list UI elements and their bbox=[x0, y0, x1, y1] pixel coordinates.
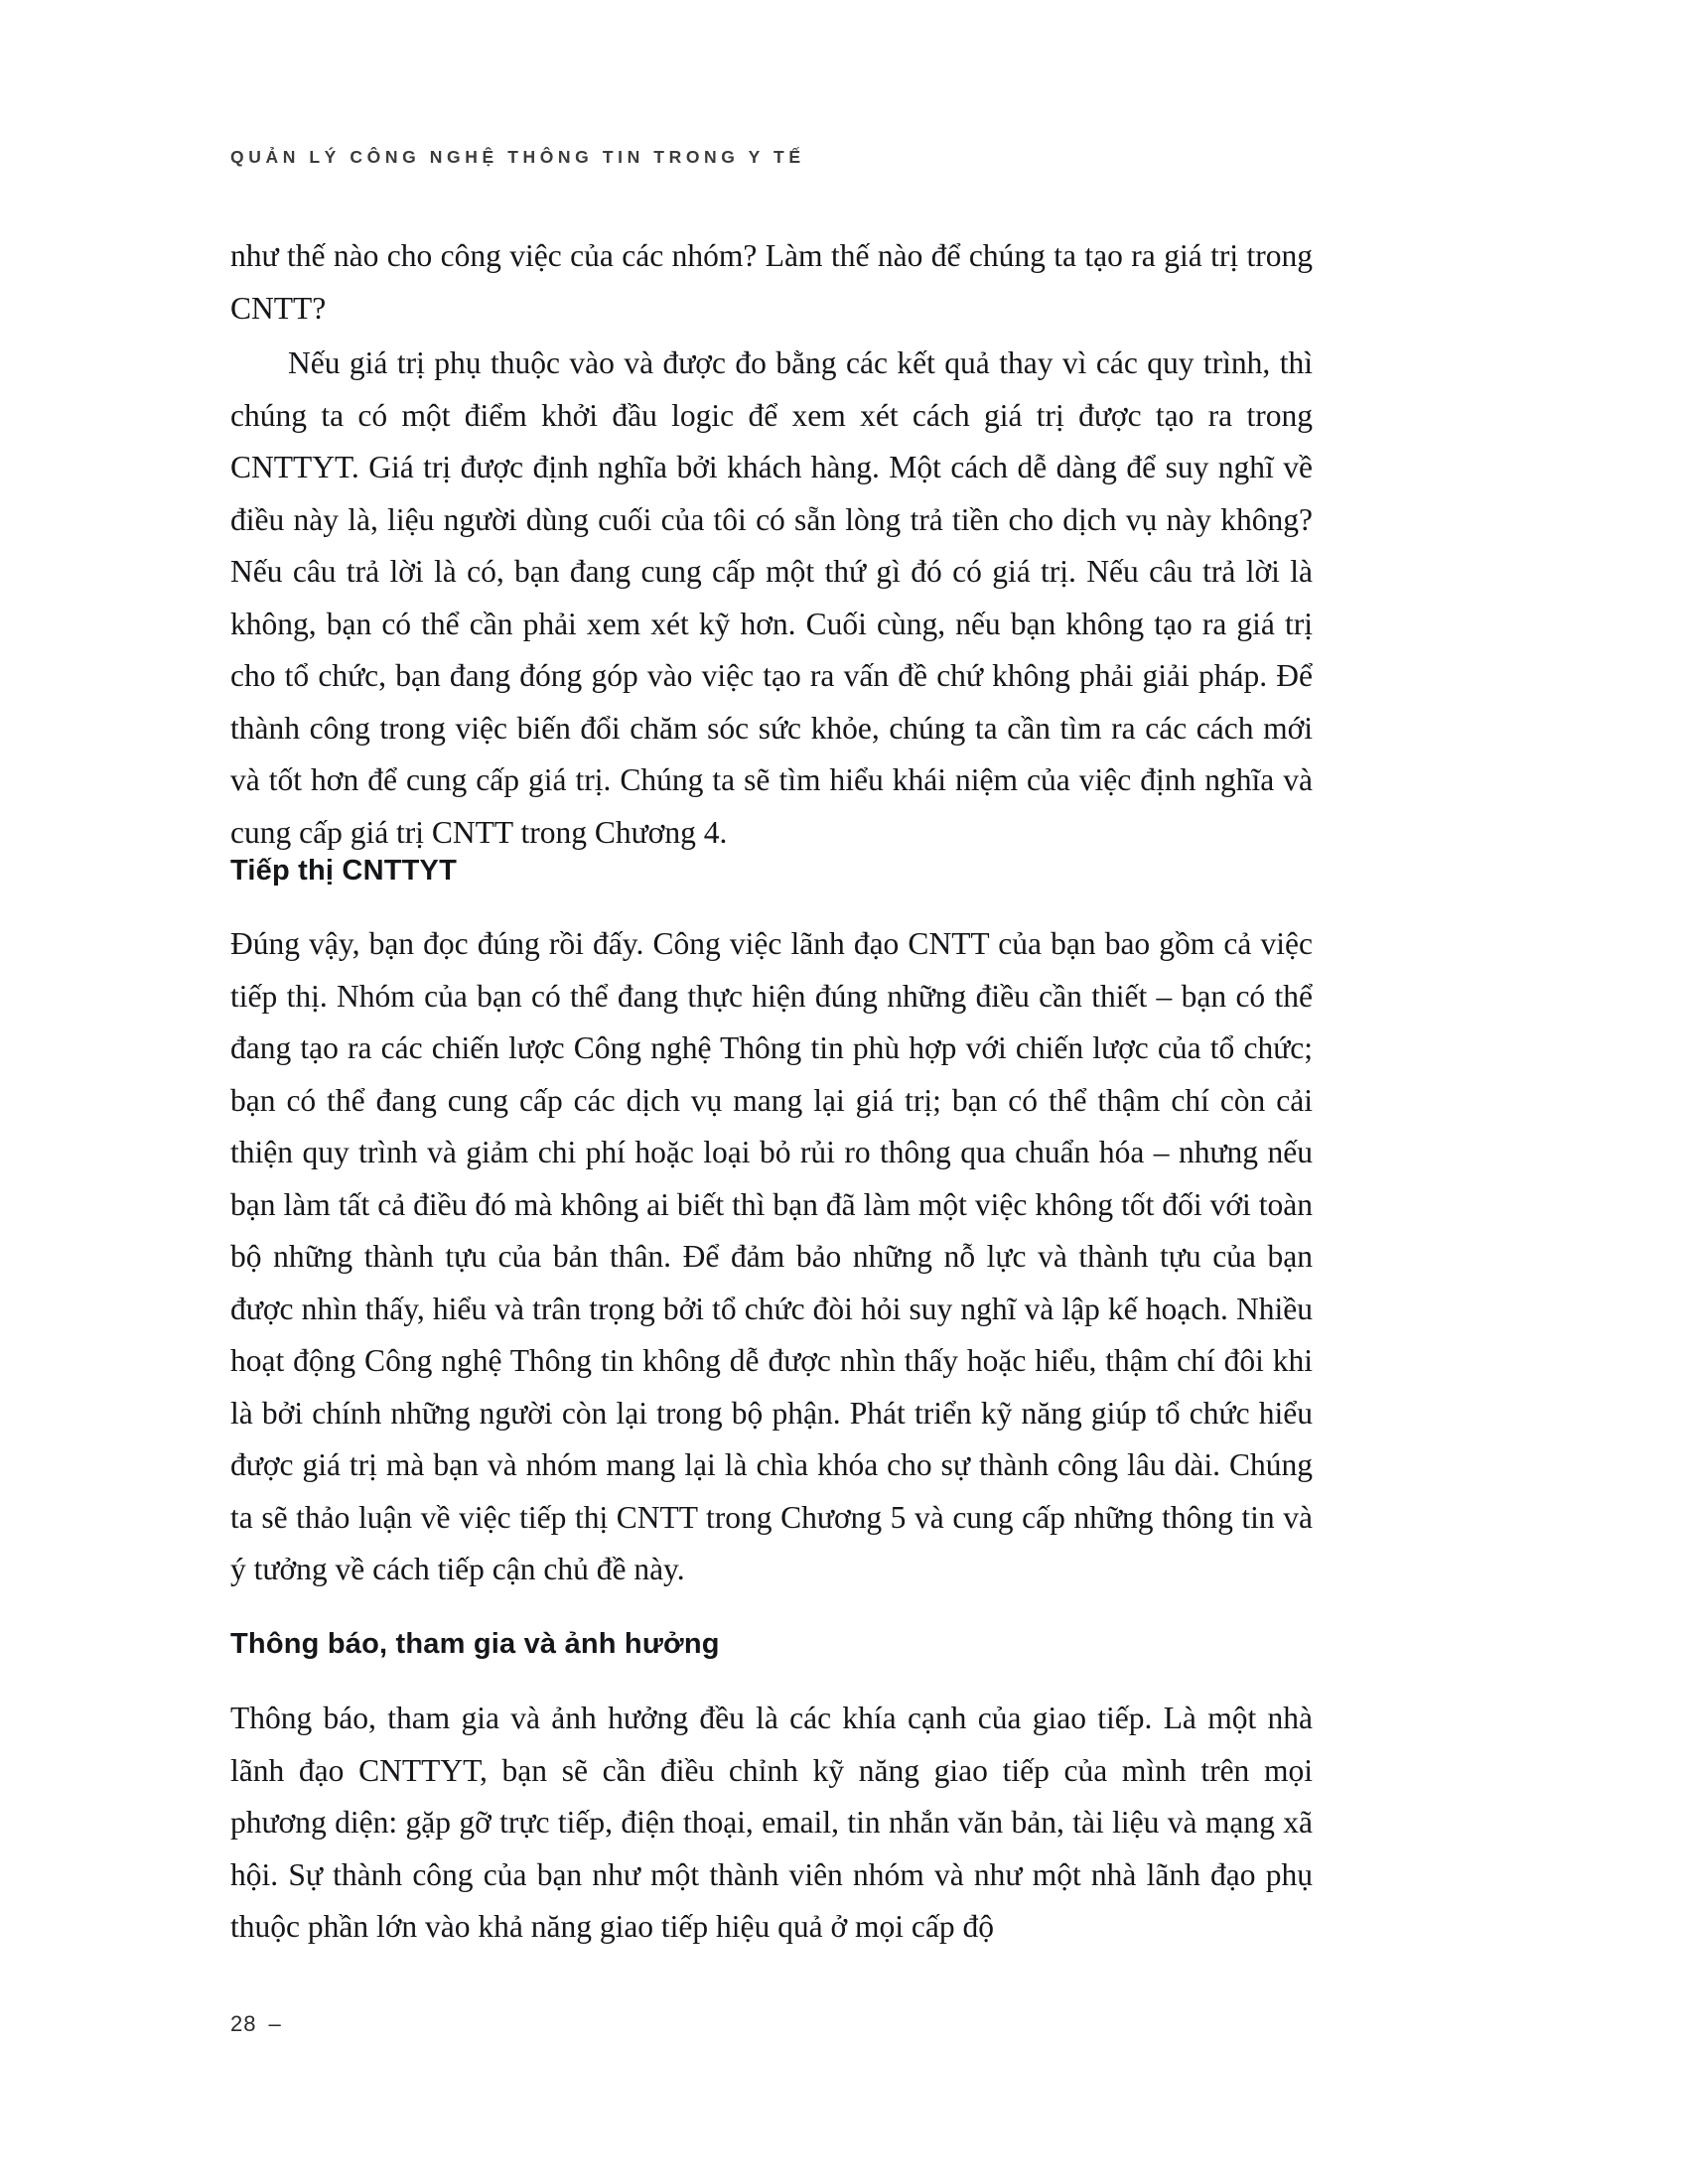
folio-dash: – bbox=[268, 2011, 282, 2036]
section-heading-marketing: Tiếp thị CNTTYT bbox=[230, 855, 458, 887]
paragraph-continuation: như thế nào cho công việc của các nhóm? Làm thế nào để chúng ta tạo ra giá trị trong CNTT? bbox=[230, 238, 1313, 326]
folio-number: 28 bbox=[230, 2011, 257, 2036]
paragraph-value-creation: Nếu giá trị phụ thuộc vào và được đo bằng các kết quả thay vì các quy trình, thì chúng ta có một điểm khởi đầu logic để xem xét cách giá trị được tạo ra trong CNTTYT. Giá trị được định nghĩa bởi khách hàng. Một cách dễ dàng để suy nghĩ về điều này là, liệu người dùng cuối của tôi có sẵn lòng trả tiền cho dịch vụ này không? Nếu câu trả lời là có, bạn đang cung cấp một thứ gì đó có giá trị. Nếu câu trả lời là không, bạn có thể cần phải xem xét kỹ hơn. Cuối cùng, nếu bạn không tạo ra giá trị cho tổ chức, bạn đang đóng góp vào việc tạo ra vấn đề chứ không phải giải pháp. Để thành công trong việc biến đổi chăm sóc sức khỏe, chúng ta cần tìm ra các cách mới và tốt hơn để cung cấp giá trị. Chúng ta sẽ tìm hiểu khái niệm của việc định nghĩa và cung cấp giá trị CNTT trong Chương 4. bbox=[230, 345, 1313, 850]
section-heading-inform-engage-influence: Thông báo, tham gia và ảnh hưởng bbox=[230, 1628, 720, 1660]
page-folio bbox=[230, 2011, 282, 2037]
paragraph-inform-engage-influence: Thông báo, tham gia và ảnh hưởng đều là các khía cạnh của giao tiếp. Là một nhà lãnh đạo CNTTYT, bạn sẽ cần điều chỉnh kỹ năng giao tiếp của mình trên mọi phương diện: gặp gỡ trực tiếp, điện thoại, email, tin nhắn văn bản, tài liệu và mạng xã hội. Sự thành công của bạn như một thành viên nhóm và như một nhà lãnh đạo phụ thuộc phần lớn vào khả năng giao tiếp hiệu quả ở mọi cấp độ bbox=[230, 1701, 1313, 1944]
running-head: QUẢN LÝ CÔNG NGHỆ THÔNG TIN TRONG Y TẾ bbox=[230, 147, 805, 167]
paragraph-marketing: Đúng vậy, bạn đọc đúng rồi đấy. Công việc lãnh đạo CNTT của bạn bao gồm cả việc tiếp thị. Nhóm của bạn có thể đang thực hiện đúng những điều cần thiết – bạn có thể đang tạo ra các chiến lược Công nghệ Thông tin phù hợp với chiến lược của tổ chức; bạn có thể đang cung cấp các dịch vụ mang lại giá trị; bạn có thể thậm chí còn cải thiện quy trình và giảm chi phí hoặc loại bỏ rủi ro thông qua chuẩn hóa – nhưng nếu bạn làm tất cả điều đó mà không ai biết thì bạn đã làm một việc không tốt đối với toàn bộ những thành tựu của bản thân. Để đảm bảo những nỗ lực và thành tựu của bạn được nhìn thấy, hiểu và trân trọng bởi tổ chức đòi hỏi suy nghĩ và lập kế hoạch. Nhiều hoạt động Công nghệ Thông tin không dễ được nhìn thấy hoặc hiểu, thậm chí đôi khi là bởi chính những người còn lại trong bộ phận. Phát triển kỹ năng giúp tổ chức hiểu được giá trị mà bạn và nhóm mang lại là chìa khóa cho sự thành công lâu dài. Chúng ta sẽ thảo luận về việc tiếp thị CNTT trong Chương 5 và cung cấp những thông tin và ý tưởng về cách tiếp cận chủ đề này. bbox=[230, 926, 1313, 1586]
